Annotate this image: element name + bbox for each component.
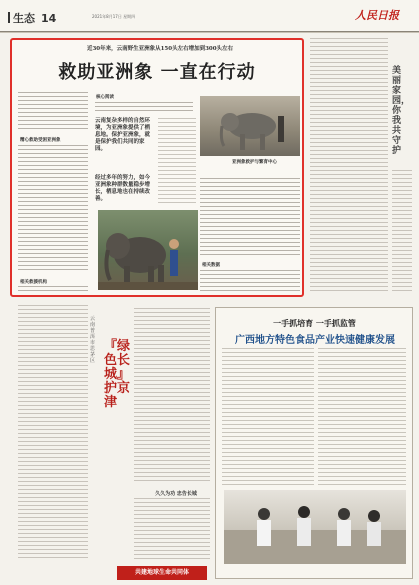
lead-text-block bbox=[18, 286, 88, 292]
newspaper-logo: 人民日报 bbox=[355, 9, 399, 22]
lead-text-block bbox=[158, 118, 196, 204]
lead-story-headline: 救助亚洲象 一直在行动 bbox=[58, 62, 256, 83]
lead-text-block bbox=[18, 92, 88, 132]
lead-story-kicker: 近30年来，云南野生亚洲象从150头左右增加到300头左右 bbox=[86, 46, 234, 52]
photo-caption: 亚洲象救护与繁育中心 bbox=[232, 160, 277, 165]
feature-text bbox=[222, 348, 314, 486]
lead-pull-quote: 经过多年的努力，如今亚洲象种群数量稳步增长，栖息地也在持续改善。 bbox=[95, 175, 151, 202]
lead-subhead-1: 精心救助受困亚洲象 bbox=[20, 138, 61, 143]
feature-kicker: 一手抓培育 一手抓监管 bbox=[273, 318, 356, 328]
section-bar bbox=[8, 12, 10, 23]
elephant-calf-icon bbox=[200, 96, 300, 156]
lead-text-block bbox=[95, 102, 193, 114]
feature-headline: 广西地方特色食品产业快速健康发展 bbox=[235, 335, 395, 346]
second-story-text bbox=[134, 498, 210, 562]
section-name: 生态 bbox=[13, 12, 35, 25]
second-story-text bbox=[134, 308, 210, 484]
feature-photo[interactable] bbox=[224, 490, 406, 564]
lead-text-block bbox=[200, 178, 300, 258]
lead-text-block bbox=[18, 145, 88, 273]
second-story-kicker: 云南普洱市思茅区 bbox=[90, 316, 96, 364]
elephant-illustration-icon bbox=[98, 210, 198, 290]
right-column-text bbox=[310, 38, 388, 294]
right-column-text bbox=[392, 170, 412, 294]
elephant-photo[interactable] bbox=[98, 210, 198, 290]
page-number: 14 bbox=[41, 12, 57, 25]
second-story-text bbox=[18, 305, 88, 560]
second-story-headline: 『绿色长城』护京津 bbox=[104, 339, 131, 410]
section-label bbox=[8, 10, 56, 26]
issue-date: 2021年8月17日 星期四 bbox=[92, 14, 136, 19]
right-column-headline: 美丽家园，你我共守护 bbox=[392, 66, 411, 156]
lead-text-block bbox=[200, 270, 300, 292]
header-rule bbox=[0, 31, 419, 32]
lead-pull-callout: 云南复杂多样的自然环境，为亚洲象提供了栖息地。保护亚洲象，就是保护我们共同的家园。 bbox=[95, 118, 151, 152]
feature-text bbox=[318, 348, 406, 486]
second-story-subhead: 久久为功 忠告长城 bbox=[155, 491, 197, 497]
lead-subhead-2: 相关救援机构 bbox=[20, 280, 47, 285]
lead-subhead-0: 核心阅读 bbox=[96, 95, 114, 100]
rescue-center-photo[interactable] bbox=[200, 96, 300, 156]
inspection-scene-icon bbox=[224, 490, 406, 564]
lead-subhead-3: 相关数据 bbox=[202, 263, 220, 268]
column-tag: 共建地球生命共同体 bbox=[117, 566, 207, 580]
